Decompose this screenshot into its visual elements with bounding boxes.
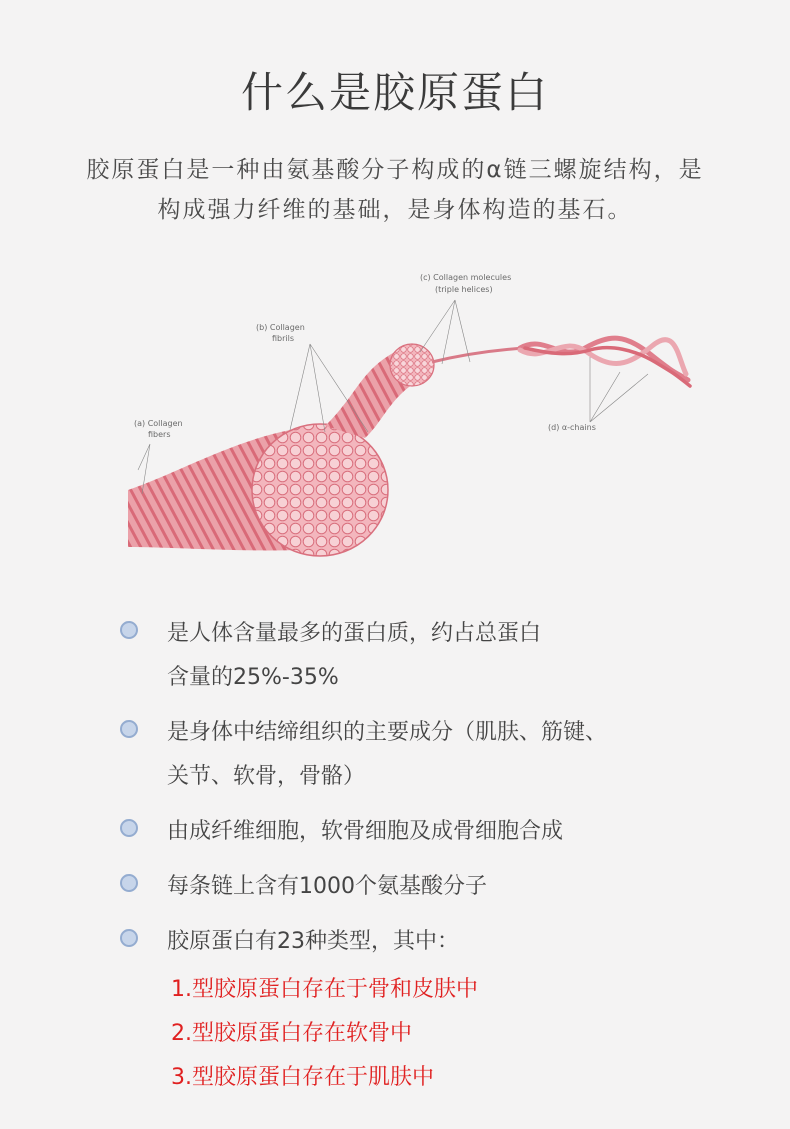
alpha-chain-3 <box>525 348 690 386</box>
collagen-structure-diagram <box>120 262 700 582</box>
collagen-type-item: 1.型胶原蛋白存在于骨和皮肤中 <box>171 977 478 1002</box>
intro-line-1: 胶原蛋白是一种由氨基酸分子构成的α链三螺旋结构，是 <box>86 157 704 183</box>
intro-paragraph <box>40 150 750 230</box>
bullet-dot-icon <box>120 929 138 947</box>
page-title: 什么是胶原蛋白 <box>240 68 549 117</box>
fact-item <box>120 711 760 799</box>
fact-item <box>120 920 760 1100</box>
label-d: (d) α-chains <box>548 423 596 432</box>
fact-text-line: 是人体含量最多的蛋白质，约占总蛋白 <box>167 621 542 646</box>
collagen-fibril-cross-section <box>390 344 434 386</box>
collagen-types-list <box>167 968 760 1100</box>
fact-text-line: 由成纤维细胞，软骨细胞及成骨细胞合成 <box>167 819 564 844</box>
facts-list <box>120 612 760 1111</box>
fact-text-line: 关节、软骨，骨骼） <box>167 764 366 789</box>
collagen-fiber-cross-section <box>252 424 388 556</box>
label-c-line1: (c) Collagen molecules <box>420 273 512 282</box>
fact-item <box>120 865 760 909</box>
intro-line-2: 构成强力纤维的基础，是身体构造的基石。 <box>157 197 633 223</box>
collagen-type-item: 2.型胶原蛋白存在软骨中 <box>171 1021 412 1046</box>
label-b-line1: (b) Collagen <box>256 323 305 332</box>
collagen-type-item: 3.型胶原蛋白存在于肌肤中 <box>171 1065 434 1090</box>
fact-item <box>120 810 760 854</box>
label-a-line1: (a) Collagen <box>134 419 183 428</box>
fact-text-line: 含量的25%-35% <box>167 665 339 690</box>
fact-item <box>120 612 760 700</box>
fact-text-line: 是身体中结缔组织的主要成分（肌肤、筋键、 <box>167 720 608 745</box>
bullet-dot-icon <box>120 819 138 837</box>
collagen-molecule-strand <box>432 348 525 362</box>
bullet-dot-icon <box>120 874 138 892</box>
label-b-line2: fibrils <box>272 334 295 343</box>
fact-text-line: 胶原蛋白有23种类型，其中： <box>167 929 459 954</box>
bullet-dot-icon <box>120 720 138 738</box>
bullet-dot-icon <box>120 621 138 639</box>
fact-text-line: 每条链上含有1000个氨基酸分子 <box>167 874 487 899</box>
label-a-line2: fibers <box>148 430 171 439</box>
label-c-line2: (triple helices) <box>435 285 493 294</box>
